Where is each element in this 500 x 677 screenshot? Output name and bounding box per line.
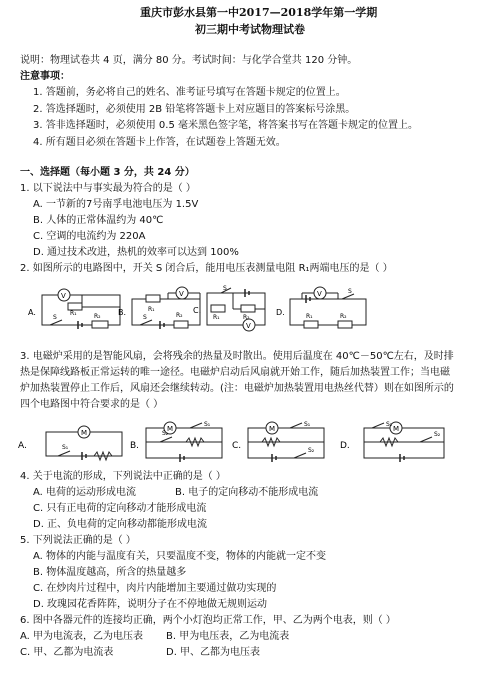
svg-text:B.: B.: [118, 308, 127, 317]
svg-text:S₂: S₂: [434, 431, 441, 438]
svg-text:A.: A.: [18, 441, 27, 451]
svg-text:R₁: R₁: [70, 310, 77, 317]
q6-stem: 6. 图中各器元件的连接均正确，两个小灯泡均正常工作，甲、乙为两个电表，则（ ）: [20, 615, 396, 626]
note-item: 1. 答题前，务必将自己的姓名、准考证号填写在答题卡规定的位置上。: [33, 87, 346, 98]
svg-text:R₂: R₂: [340, 313, 347, 320]
svg-text:R₂: R₂: [176, 312, 183, 319]
q6-option-a: A. 甲为电流表，乙为电压表: [20, 631, 144, 642]
svg-text:S₁: S₁: [386, 421, 393, 428]
q5-option-a: A. 物体的内能与温度有关，只要温度不变，物体的内能就一定不变: [33, 551, 327, 562]
exam-title: 重庆市彭水县第一中2017—2018学年第一学期: [140, 6, 378, 19]
svg-text:D.: D.: [276, 308, 285, 317]
q1-stem: 1. 以下说法中与事实最为符合的是（ ）: [20, 183, 196, 194]
q5-option-b: B. 物体温度越高，所含的热量越多: [33, 567, 187, 578]
svg-text:S: S: [223, 285, 227, 292]
q6-option-b: B. 甲为电压表，乙为电流表: [166, 631, 290, 642]
q3-circuit-c: [232, 420, 332, 464]
q1-option-b: B. 人体的正常体温约为 40℃: [33, 215, 164, 226]
q2-circuit-c: [193, 283, 273, 335]
note-item: 3. 答非选择题时，必须使用 0.5 毫米黑色签字笔，将答案书写在答题卡规定的位置上。: [33, 120, 418, 131]
q3-line: 3. 电磁炉采用的是智能风扇，会将残余的热量及时散出。使用后温度在 40℃－50℃左右，及时排: [20, 351, 454, 362]
svg-text:S₁: S₁: [204, 421, 211, 428]
q2-circuit-d: [276, 285, 376, 333]
q4-option-c: C. 只有正电荷的定向移动才能形成电流: [33, 503, 207, 514]
svg-text:S: S: [53, 314, 57, 321]
q4-option-d: D. 正、负电荷的定向移动都能形成电流: [33, 519, 208, 530]
q1-option-c: C. 空调的电流约为 220A: [33, 231, 146, 242]
svg-text:S₁: S₁: [62, 444, 69, 451]
svg-text:R₂: R₂: [243, 314, 250, 321]
q2-stem: 2. 如图所示的电路图中，开关 S 闭合后，能用电压表测量电阻 R₁两端电压的是（ ）: [20, 263, 393, 274]
svg-text:R₂: R₂: [94, 313, 101, 320]
svg-text:V: V: [179, 290, 184, 298]
svg-text:D.: D.: [340, 441, 350, 451]
svg-text:R₁: R₁: [306, 313, 313, 320]
notes-heading: 注意事项：: [20, 71, 70, 82]
q4-option-b: B. 电子的定向移动不能形成电流: [175, 487, 319, 498]
note-item: 2. 答选择题时，必须使用 2B 铅笔将答题卡上对应题目的答案标号涂黑。: [33, 104, 356, 115]
q2-circuit-a: [28, 285, 128, 333]
voltmeter-label: V: [61, 292, 66, 300]
svg-text:M: M: [167, 425, 174, 433]
exam-info: 说明：物理试卷共 4 页，满分 80 分。考试时间：与化学合堂共 120 分钟。: [20, 55, 358, 66]
q3-line: 四个电路图中符合要求的是（ ）: [20, 399, 164, 410]
svg-text:M: M: [81, 429, 88, 437]
note-item: 4. 所有题目必须在答题卡上作答，在试题卷上答题无效。: [33, 137, 286, 148]
q3-circuit-b: [130, 420, 230, 464]
svg-text:S₂: S₂: [162, 430, 169, 437]
q3-circuit-a: [18, 420, 128, 464]
figure-label: A.: [28, 308, 36, 317]
svg-text:R₁: R₁: [148, 306, 155, 313]
svg-text:C.: C.: [193, 306, 202, 315]
q5-option-d: D. 玫瑰园花香阵阵，说明分子在不停地做无规则运动: [33, 599, 268, 610]
q5-option-c: C. 在炒肉片过程中，肉片内能增加主要通过做功实现的: [33, 583, 277, 594]
q1-option-d: D. 通过技术改进，热机的效率可以达到 100%: [33, 247, 239, 258]
svg-text:S₂: S₂: [308, 447, 315, 454]
svg-text:M: M: [393, 425, 400, 433]
svg-text:S: S: [143, 314, 147, 321]
q4-option-a: A. 电荷的运动形成电流: [33, 487, 137, 498]
exam-subtitle: 初三期中考试物理试卷: [195, 23, 305, 36]
svg-text:C.: C.: [232, 441, 242, 451]
q3-circuit-d: [340, 420, 452, 464]
svg-text:V: V: [246, 322, 251, 330]
svg-text:V: V: [317, 290, 322, 298]
q1-option-a: A. 一节新的7号南孚电池电压为 1.5V: [33, 199, 199, 210]
q5-stem: 5. 下列说法正确的是（ ）: [20, 535, 136, 546]
q6-option-c: C. 甲、乙都为电流表: [20, 647, 114, 658]
q6-option-d: D. 甲、乙都为电压表: [166, 647, 261, 658]
svg-text:S: S: [348, 288, 352, 295]
svg-text:S₁: S₁: [304, 421, 311, 428]
svg-text:M: M: [269, 425, 276, 433]
section-heading: 一、选择题（每小题 3 分，共 24 分）: [20, 167, 195, 178]
svg-text:B.: B.: [130, 441, 140, 451]
svg-text:R₁: R₁: [213, 314, 220, 321]
q4-stem: 4. 关于电流的形成，下列说法中正确的是（ ）: [20, 471, 226, 482]
q3-line: 热是保障线路板正常运转的唯一途径。电磁炉启动后风扇就开始工作，随后加热装置工作；当电磁: [20, 367, 450, 378]
q3-line: 炉加热装置停止工作后，风扇还会继续转动。(注：电磁炉加热装置用电热丝代替）则在如图所示的: [20, 383, 454, 394]
